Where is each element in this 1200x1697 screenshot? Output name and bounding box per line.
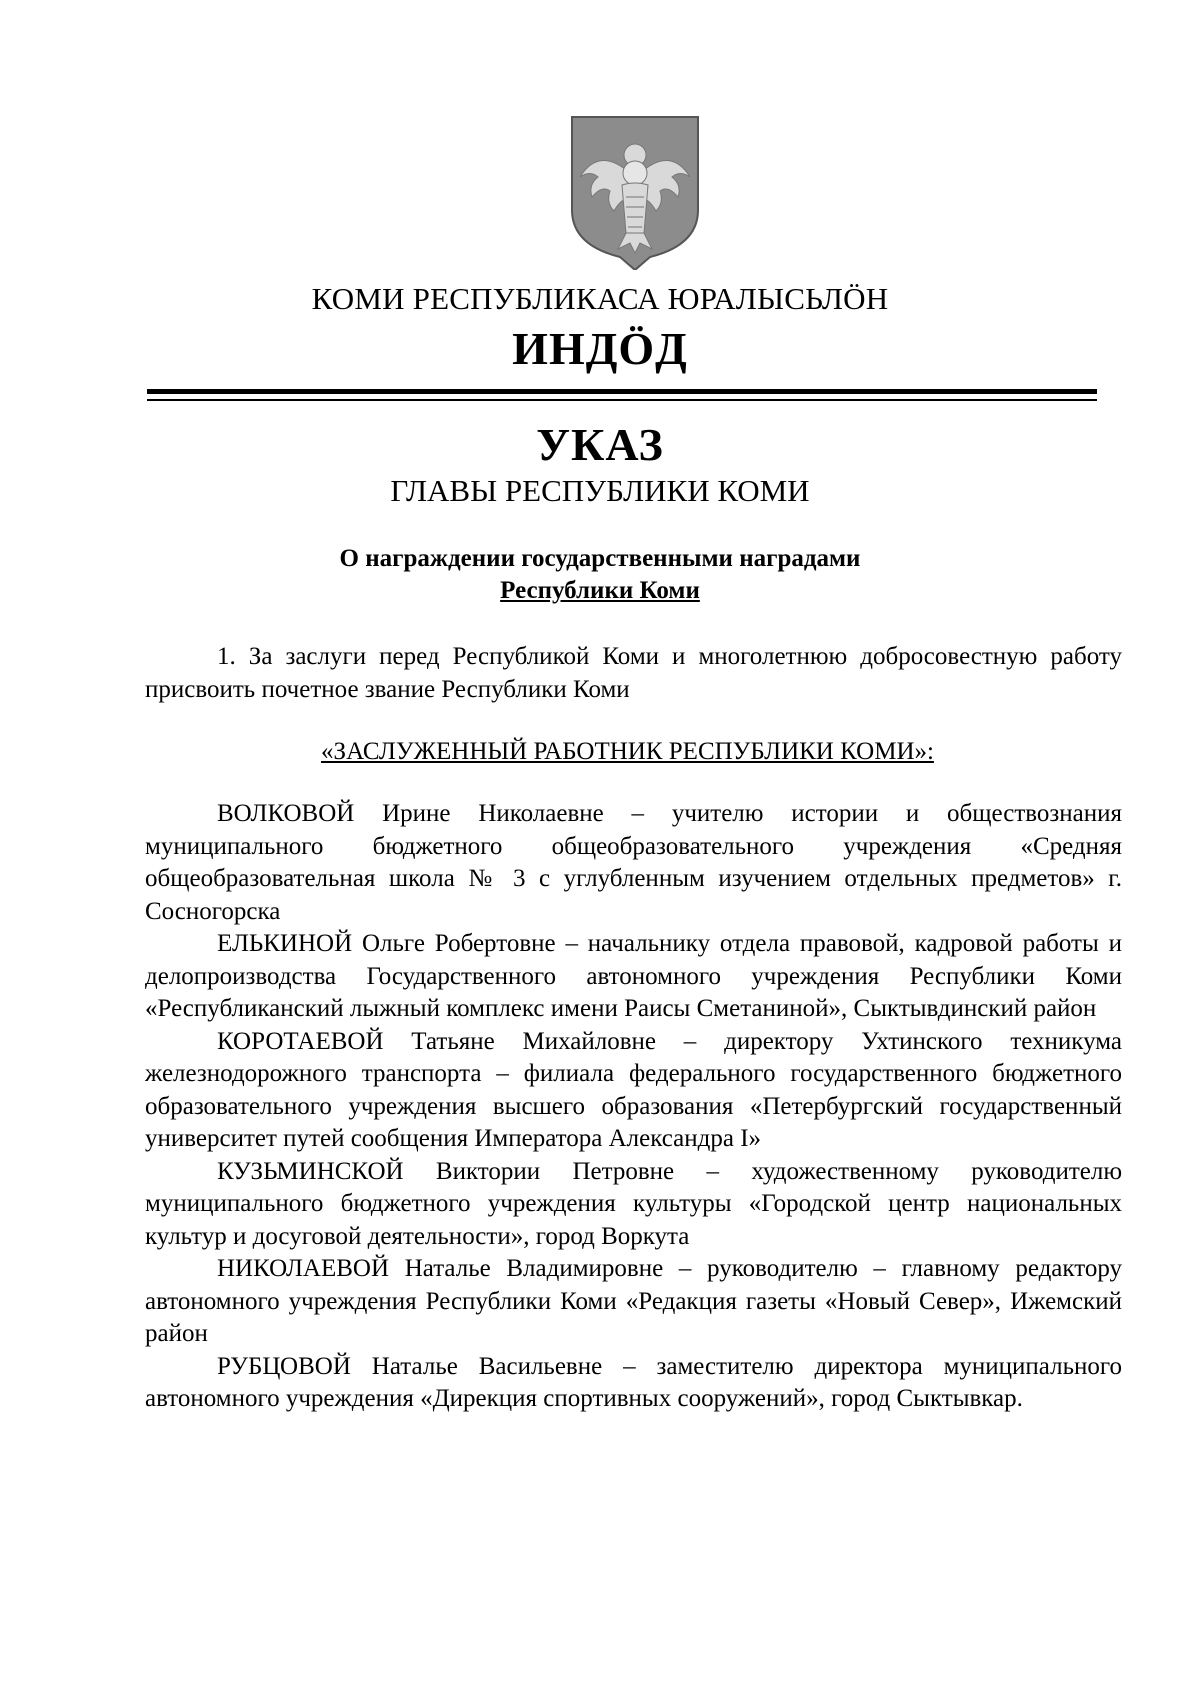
awardee-item: ВОЛКОВОЙ Ирине Николаевне – учителю истории и обществознания муниципального бюджетного общеобразовательного учреждения «Средняя общеобразовательная школа № 3 с углубленным изучением отдельных предметов» г. Сосногорска — [145, 800, 1122, 925]
awardee-list — [145, 798, 1122, 1416]
document-type: УКАЗ — [536, 419, 664, 470]
document-issuer: ГЛАВЫ РЕСПУБЛИКИ КОМИ — [390, 473, 810, 508]
clause-1: 1. За заслуги перед Республикой Коми и многолетнюю добросовестную работу присвоить почетное звание Республики Коми — [145, 643, 1122, 703]
award-title: «ЗАСЛУЖЕННЫЙ РАБОТНИК РЕСПУБЛИКИ КОМИ»: — [321, 738, 934, 765]
document-subject-line-2: Республики Коми — [500, 577, 700, 604]
document-subject-line-1: О награждении государственными наградами — [339, 545, 861, 572]
org-name: КОМИ РЕСПУБЛИКАСА ЮРАЛЫСЬЛÖН — [311, 281, 889, 316]
header-divider-thin — [147, 399, 1097, 401]
awardee-item: ЕЛЬКИНОЙ Ольге Робертовне – начальнику отдела правовой, кадровой работы и делопроизводства Государственного автономного учреждения Республики Коми «Республиканский лыжный комплекс имени Раисы Сметаниной», Сыктывдинский район — [145, 930, 1122, 1022]
awardee-item: КУЗЬМИНСКОЙ Виктории Петровне – художественному руководителю муниципального бюджетного учреждения культуры «Городской центр национальных культур и досуговой деятельности», город Воркута — [145, 1157, 1122, 1250]
awardee-item: КОРОТАЕВОЙ Татьяне Михайловне – директору Ухтинского техникума железнодорожного транспорта – филиала федерального государственного бюджетного образовательного учреждения высшего образования «Петербургский государственный университет путей сообщения Императора Александра I» — [145, 1027, 1122, 1152]
awardee-item: РУБЦОВОЙ Наталье Васильевне – заместителю директора муниципального автономного учреждения «Дирекция спортивных сооружений», город Сыктывкар. — [145, 1352, 1122, 1412]
awardee-item: НИКОЛАЕВОЙ Наталье Владимировне – руководителю – главному редактору автономного учреждения Республики Коми «Редакция газеты «Новый Север», Ижемский район — [145, 1255, 1122, 1347]
coat-of-arms-komi-icon — [570, 115, 700, 270]
header-divider-thick — [147, 389, 1097, 394]
org-title: ИНДÖД — [512, 323, 688, 374]
